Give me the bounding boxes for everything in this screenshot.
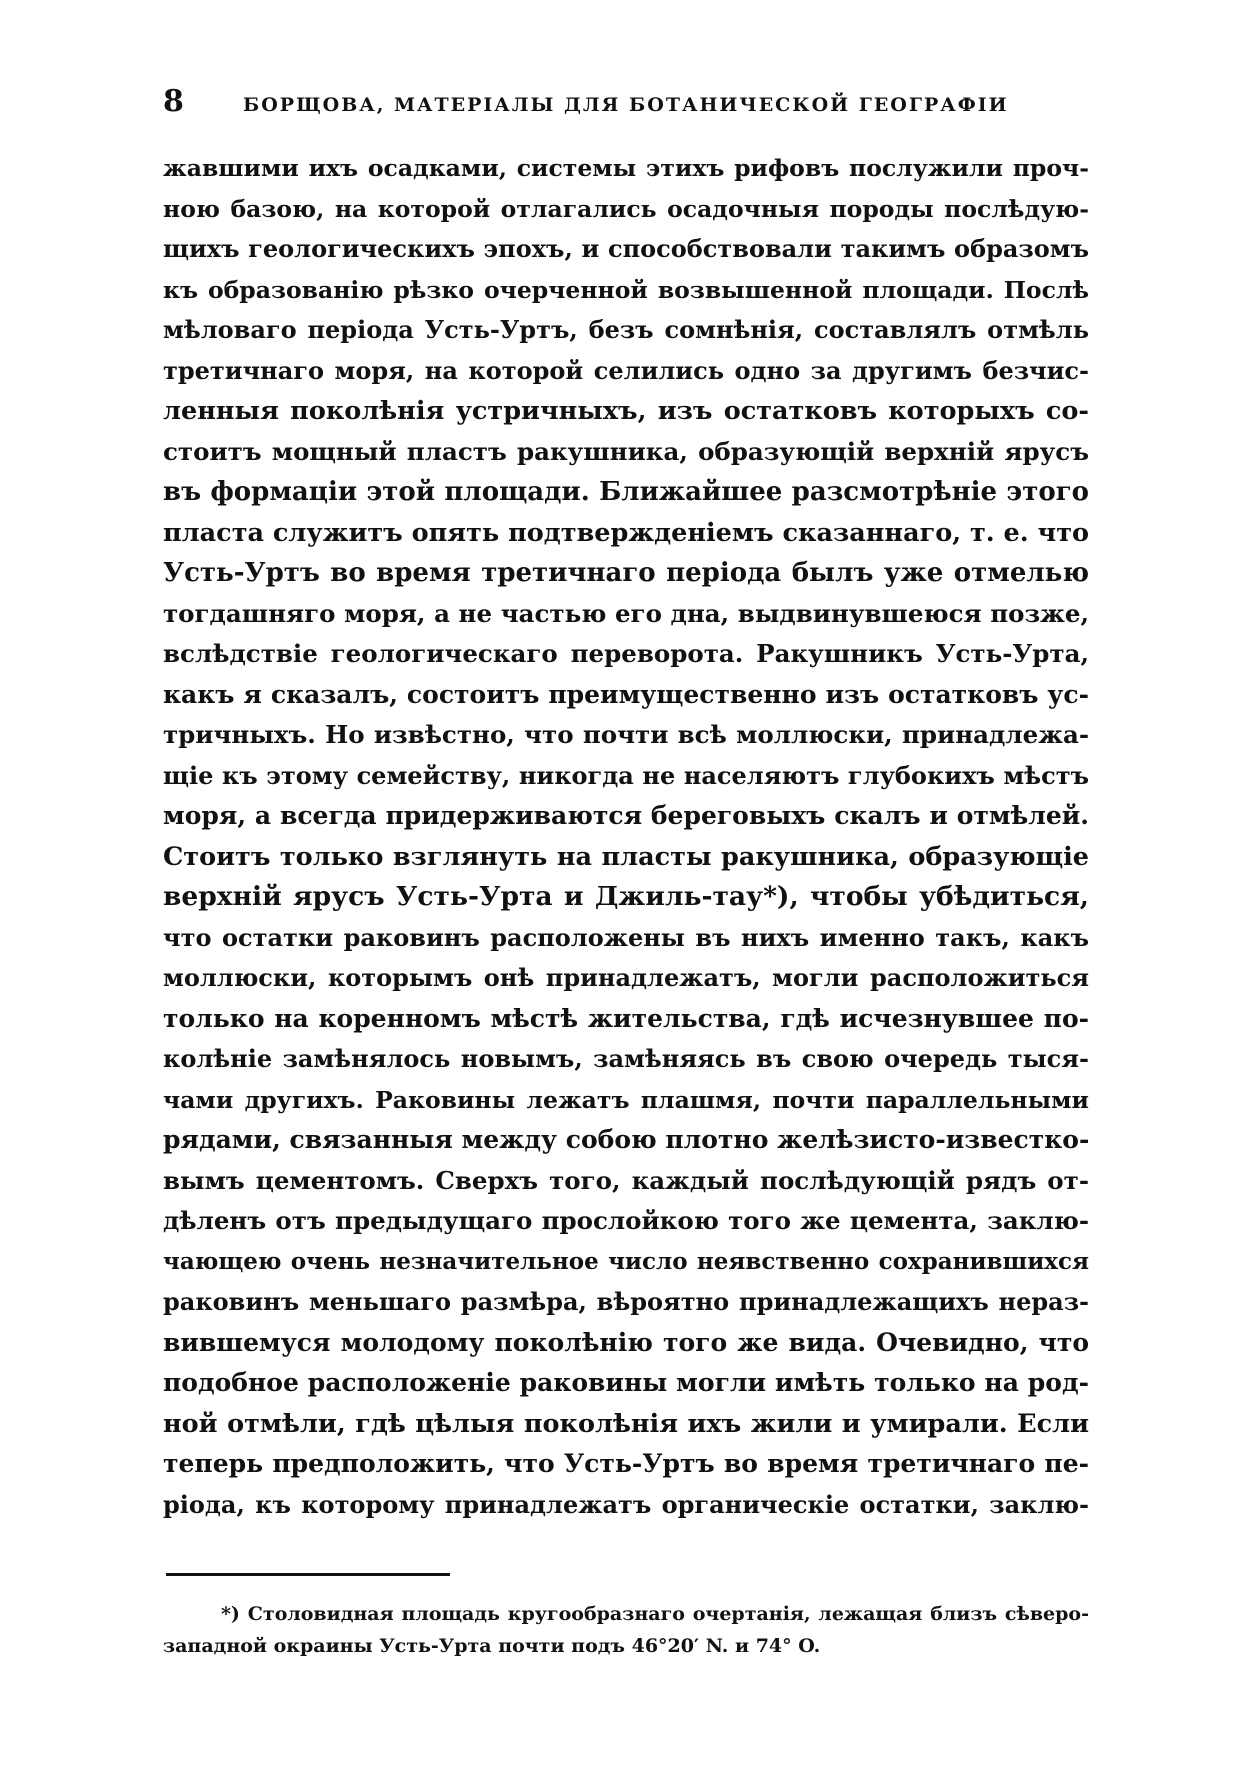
text-line: подобное расположеніе раковины могли имѣть только на род- (163, 1368, 1089, 1397)
running-title: БОРЩОВА, МАТЕРІАЛЫ ДЛЯ БОТАНИЧЕСКОЙ ГЕОГРАФІИ (243, 94, 1009, 116)
text-line: къ образованію рѣзко очерченной возвышенной площади. Послѣ (163, 275, 1089, 304)
text-line: колѣніе замѣнялось новымъ, замѣняясь въ свою очередь тыся- (163, 1044, 1089, 1073)
text-line: дѣленъ отъ предыдущаго прослойкою того же цемента, заклю- (163, 1206, 1089, 1235)
text-line: верхній ярусъ Усть-Урта и Джиль-тау*), чтобы убѣдиться, (163, 881, 1089, 912)
text-line: мѣловаго періода Усть-Уртъ, безъ сомнѣнія, составлялъ отмѣль (163, 315, 1089, 344)
text-line: щіе къ этому семейству, никогда не населяютъ глубокихъ мѣстъ (163, 760, 1089, 790)
text-line: жавшими ихъ осадками, системы этихъ рифовъ послужили проч- (163, 154, 1089, 182)
text-line: стоитъ мощный пластъ ракушника, образующій верхній ярусъ (163, 436, 1089, 466)
text-line: вымъ цементомъ. Сверхъ того, каждый послѣдующій рядъ от- (163, 1165, 1089, 1195)
footnote-rule (166, 1573, 450, 1576)
text-line: только на коренномъ мѣстѣ жительства, гдѣ исчезнувшее по- (163, 1003, 1089, 1033)
text-line: пласта служитъ опять подтвержденіемъ сказаннаго, т. е. что (163, 517, 1090, 548)
text-line: моря, а всегда придерживаются береговыхъ скалъ и отмѣлей. (163, 801, 1089, 830)
footnote-line: западной окраины Усть-Урта почти подъ 46°20′ N. и 74° O. (163, 1635, 821, 1657)
body-text (163, 148, 1089, 1525)
text-line: ленныя поколѣнія устричныхъ, изъ остатковъ которыхъ со- (163, 396, 1089, 426)
text-line: третичнаго моря, на которой селились одно за другимъ безчис- (163, 355, 1089, 385)
text-line: щихъ геологическихъ эпохъ, и способствовали такимъ образомъ (163, 234, 1089, 263)
text-line: ріода, къ которому принадлежатъ органическіе остатки, заклю- (163, 1489, 1089, 1519)
text-line: теперь предположить, что Усть-Уртъ во время третичнаго пе- (163, 1449, 1089, 1478)
text-line: моллюски, которымъ онѣ принадлежатъ, могли расположиться (163, 963, 1089, 992)
text-line: что остатки раковинъ расположены въ нихъ именно такъ, какъ (163, 922, 1089, 952)
footnote-line: *) Столовидная площадь кругообразнаго очертанія, лежащая близъ сѣверо- (221, 1603, 1089, 1625)
text-line: въ формаціи этой площади. Ближайшее разсмотрѣніе этого (163, 477, 1089, 507)
text-line: раковинъ меньшаго размѣра, вѣроятно принадлежащихъ нераз- (163, 1287, 1089, 1316)
text-line: тогдашняго моря, а не частью его дна, выдвинувшеюся позже, (163, 598, 1089, 628)
text-line: чающею очень незначительное число неявственно сохранившихся (163, 1247, 1089, 1275)
text-line: Стоитъ только взглянуть на пласты ракушника, образующіе (163, 841, 1089, 872)
footnote (163, 1598, 1089, 1662)
text-line: Усть-Уртъ во время третичнаго періода былъ уже отмелью (163, 558, 1089, 588)
text-line: ною базою, на которой отлагались осадочныя породы послѣдую- (163, 194, 1089, 223)
text-line: ной отмѣли, гдѣ цѣлыя поколѣнія ихъ жили и умирали. Если (163, 1408, 1089, 1439)
text-line: вившемуся молодому поколѣнію того же вида. Очевидно, что (163, 1327, 1089, 1357)
text-line: какъ я сказалъ, состоитъ преимущественно изъ остатковъ ус- (163, 679, 1089, 709)
text-line: рядами, связанныя между собою плотно желѣзисто-известко- (163, 1125, 1090, 1154)
page-number: 8 (163, 84, 184, 119)
text-line: тричныхъ. Но извѣстно, что почти всѣ моллюски, принадлежа- (163, 720, 1089, 749)
text-line: вслѣдствіе геологическаго переворота. Ракушникъ Усть-Урта, (163, 639, 1089, 668)
text-line: чами другихъ. Раковины лежатъ плашмя, почти параллельными (163, 1085, 1089, 1114)
running-head (163, 84, 1098, 120)
